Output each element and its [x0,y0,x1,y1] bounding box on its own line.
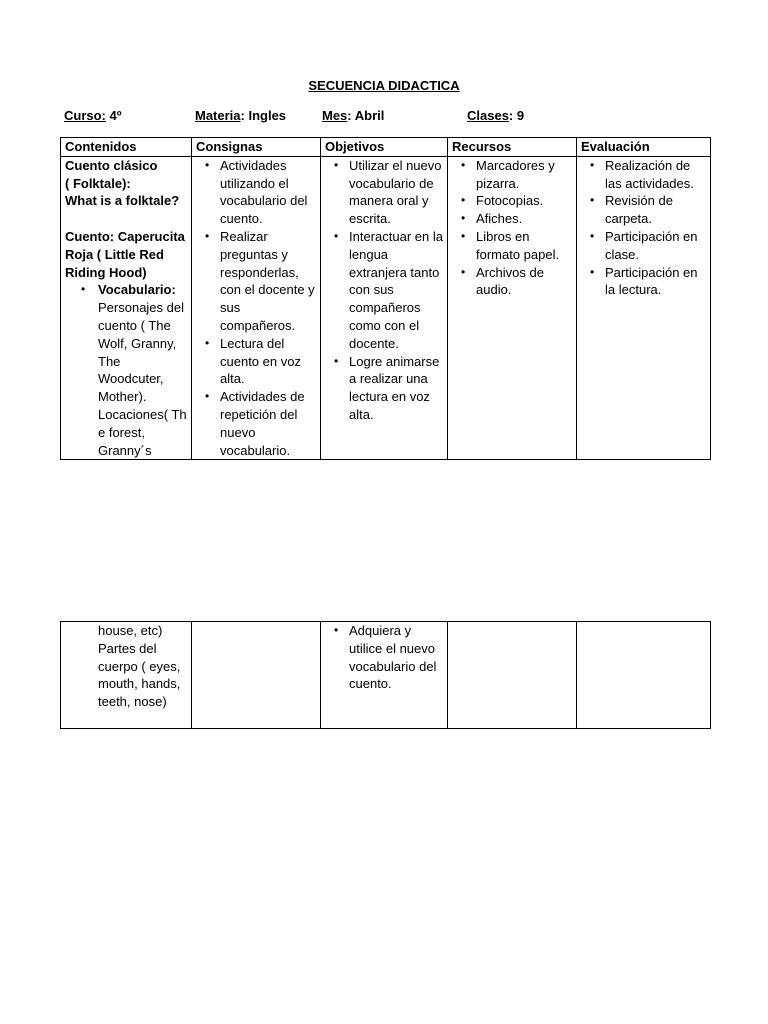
cell-objetivos-continued [321,622,448,729]
list-item: • Afiches. [476,210,572,228]
contenidos-heading-2: ( Folktale): [65,175,131,191]
col-header-objetivos: Objetivos [321,138,448,157]
objetivos-continued-list [325,622,443,693]
cell-contenidos [61,156,192,460]
list-item: • Realizar preguntas y responderlas, con el docente y sus compañeros. [220,228,316,335]
evaluacion-list [581,157,706,299]
cell-recursos [448,156,577,460]
mes-value: : Abril [347,108,385,123]
cell-evaluacion-continued [577,622,711,729]
mes-label: Mes [322,108,348,123]
list-item: • Participación en clase. [605,228,706,264]
col-header-evaluacion: Evaluación [577,138,711,157]
col-header-consignas: Consignas [192,138,321,157]
lesson-plan-table [60,137,711,460]
list-item: • Actividades utilizando el vocabulario del cuento. [220,157,316,228]
contenidos-continued-1: house, etc) [98,623,163,638]
cell-consignas [192,156,321,460]
list-item: • Marcadores y pizarra. [476,157,572,193]
table-row [61,156,711,460]
vocab-label: Vocabulario: [98,282,176,298]
vocab-text-1: Personajes del cuento ( The Wolf, Granny, The Woodcuter, Mother). [98,300,184,405]
clases-field [467,108,524,123]
spacer [65,210,187,228]
mes-field [322,108,384,123]
vocab-text-2: Locaciones( Th e forest, Granny´s [98,406,187,458]
list-item: • Revisión de carpeta. [605,192,706,228]
materia-label: Materia [195,108,241,123]
cell-consignas-continued [192,622,321,729]
cell-recursos-continued [448,622,577,729]
recursos-list [452,157,572,299]
list-item: • Interactuar en la lengua extranjera tanto con sus compañeros como con el docente. [349,228,443,353]
document-title: SECUENCIA DIDACTICA [308,78,460,93]
list-item: • Lectura del cuento en voz alta. [220,335,316,388]
cell-evaluacion [577,156,711,460]
list-item: • Libros en formato papel. [476,228,572,264]
col-header-contenidos: Contenidos [61,138,192,157]
vocab-list [65,281,187,459]
list-item: • Adquiera y utilice el nuevo vocabulario del cuento. [349,622,443,693]
list-item [98,281,187,459]
table-header-row [61,138,711,157]
lesson-plan-table-continued [60,621,711,729]
list-item: • Utilizar el nuevo vocabulario de manera oral y escrita. [349,157,443,228]
curso-value: 4º [105,108,122,123]
list-item: • Logre animarse a realizar una lectura en voz alta. [349,353,443,424]
list-item: • Fotocopias. [476,192,572,210]
materia-value: : Ingles [240,108,287,123]
list-item: • Realización de las actividades. [605,157,706,193]
cell-contenidos-continued [61,622,192,729]
consignas-list [196,157,316,460]
clases-value: : 9 [508,108,525,123]
curso-label: Curso: [64,108,106,123]
cell-objetivos [321,156,448,460]
table-row [61,622,711,729]
list-item: • Participación en la lectura. [605,264,706,300]
curso-field [64,108,121,123]
objetivos-list [325,157,443,424]
clases-label: Clases [467,108,509,123]
contenidos-continued-2: Partes del cuerpo ( eyes, mouth, hands, teeth, nose) [98,640,181,710]
list-item: • Archivos de audio. [476,264,572,300]
contenidos-heading-3: What is a folktale? [65,193,180,209]
contenidos-heading-1: Cuento clásico [65,157,158,173]
col-header-recursos: Recursos [448,138,577,157]
list-item: • Actividades de repetición del nuevo vocabulario. [220,388,316,459]
contenidos-heading-4: Cuento: Caperucita Roja ( Little Red Riding Hood) [65,228,185,280]
materia-field [195,108,286,123]
